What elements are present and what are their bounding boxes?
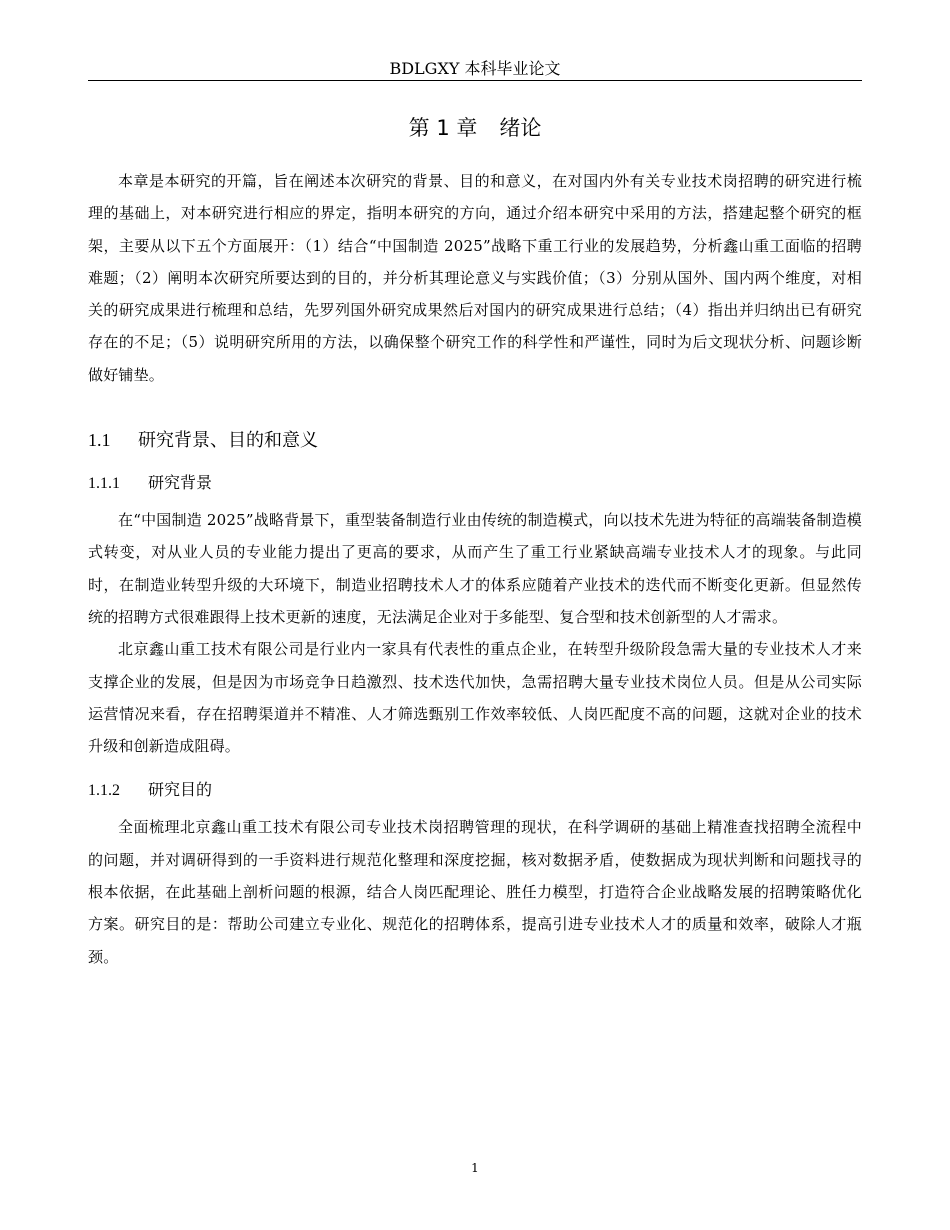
document-body — [88, 108, 862, 973]
chapter-number: 第 1 章 — [408, 116, 478, 140]
intro-paragraph: 本章是本研究的开篇，旨在阐述本次研究的背景、目的和意义，在对国内外有关专业技术岗招聘的研究进行梳理的基础上，对本研究进行相应的界定，指明本研究的方向，通过介绍本研究中采用的方法，搭建起整个研究的框架，主要从以下五个方面展开：（1）结合“中国制造 2025”战略下重工行业的发展趋势，分析鑫山重工面临的招聘难题；（2）阐明本次研究所要达到的目的，并分析其理论意义与实践价值；（3）分别从国外、国内两个维度，对相关的研究成果进行梳理和总结，先罗列国外研究成果然后对国内的研究成果进行总结；（4）指出并归纳出已有研究存在的不足；（5）说明研究所用的方法，以确保整个研究工作的科学性和严谨性，同时为后文现状分析、问题诊断做好铺垫。 — [88, 172, 862, 384]
purpose-paragraph: 全面梳理北京鑫山重工技术有限公司专业技术岗招聘管理的现状，在科学调研的基础上精准查找招聘全流程中的问题，并对调研得到的一手资料进行规范化整理和深度挖掘，核对数据矛盾，使数据成为现状判断和问题找寻的根本依据，在此基础上剖析问题的根源，结合人岗匹配理论、胜任力模型，打造符合企业战略发展的招聘策略优化方案。研究目的是：帮助公司建立专业化、规范化的招聘体系，提高引进专业技术人才的质量和效率，破除人才瓶颈。 — [88, 818, 862, 966]
subsection-title: 研究背景 — [148, 473, 213, 493]
section-title: 研究背景、目的和意义 — [138, 430, 318, 452]
background-paragraph-2: 北京鑫山重工技术有限公司是行业内一家具有代表性的重点企业，在转型升级阶段急需大量的专业技术人才来支撑企业的发展，但是因为市场竞争日趋激烈、技术迭代加快，急需招聘大量专业技术岗位人员。但是从公司实际运营情况来看，存在招聘渠道并不精准、人才筛选甄别工作效率较低、人岗匹配度不高的问题，这就对企业的技术升级和创新造成阻碍。 — [88, 640, 862, 756]
subsection-number: 1.1.1 — [88, 475, 120, 493]
subsection-number: 1.1.2 — [88, 782, 120, 800]
section-heading-1-1 — [88, 426, 862, 455]
page-number: 1 — [471, 1161, 479, 1175]
page-header: BDLGXY 本科毕业论文 — [389, 59, 561, 78]
chapter-name: 绪论 — [499, 116, 542, 140]
section-heading-1-1-1 — [88, 469, 862, 498]
header-rule — [88, 80, 862, 81]
section-heading-1-1-2 — [88, 776, 862, 805]
section-number: 1.1 — [88, 430, 111, 451]
chapter-title — [88, 108, 862, 148]
subsection-title: 研究目的 — [148, 780, 213, 800]
background-paragraph-1: 在“中国制造 2025”战略背景下，重型装备制造行业由传统的制造模式，向以技术先进为特征的高端装备制造模式转变，对从业人员的专业能力提出了更高的要求，从而产生了重工行业紧缺高端专业技术人才的现象。与此同时，在制造业转型升级的大环境下，制造业招聘技术人才的体系应随着产业技术的迭代而不断变化更新。但显然传统的招聘方式很难跟得上技术更新的速度，无法满足企业对于多能型、复合型和技术创新型的人才需求。 — [88, 511, 862, 626]
